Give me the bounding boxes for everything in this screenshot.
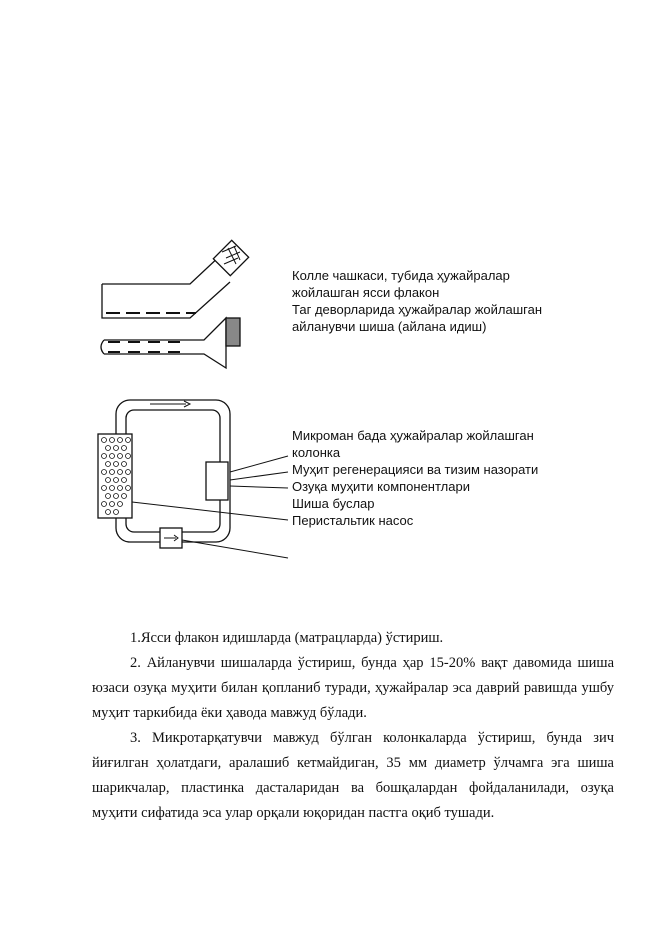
body-text (92, 626, 614, 826)
paragraph-3: 3. Микротарқатувчи мавжуд бўлган колонкаларда ўстириш, бунда зич йиғилган ҳолатдаги, аралашиб кетмайдиган, 35 мм диаметр ўлчамга эга шиша шарикчалар, пластинка дасталаридан ва бошқалардан фойдаланилади, озуқа муҳити сифатида эса улар орқали юқоридан пастга оқиб тушади. (92, 730, 614, 821)
label-glass-beads: Шиша буслар (292, 496, 375, 511)
label-column-2: колонка (292, 445, 341, 460)
label-roller-bottle-1: Таг деворларида ҳужайралар жойлашган (292, 302, 543, 317)
label-roller-bottle-2: айланувчи шиша (айлана идиш) (292, 319, 487, 334)
label-pump: Перистальтик насос (292, 513, 414, 528)
label-flat-flask-1: Колле чашкаси, тубида ҳужайралар (292, 268, 510, 283)
roller-bottle-drawing (101, 318, 240, 368)
label-column-1: Микроман бада ҳужайралар жойлашган (292, 428, 534, 443)
paragraph-2: 2. Айланувчи шишаларда ўстириш, бунда ҳар 15-20% вақт давомида шиша юзаси озуқа муҳити билан қопланиб туради, ҳужайралар эса даврий равишда ушбу муҳит таркибида ёки ҳавода мавжуд бўлади. (92, 655, 614, 721)
column-system-drawing (98, 400, 288, 558)
label-regeneration: Муҳит регенерацияси ва тизим назорати (292, 462, 539, 477)
label-nutrient: Озуқа муҳити компонентлари (292, 479, 470, 494)
paragraph-1: 1.Ясси флакон идишларда (матрацларда) ўстириш. (130, 630, 444, 646)
label-flat-flask-2: жойлашган ясси флакон (292, 285, 440, 300)
flat-flask-drawing (102, 240, 249, 318)
